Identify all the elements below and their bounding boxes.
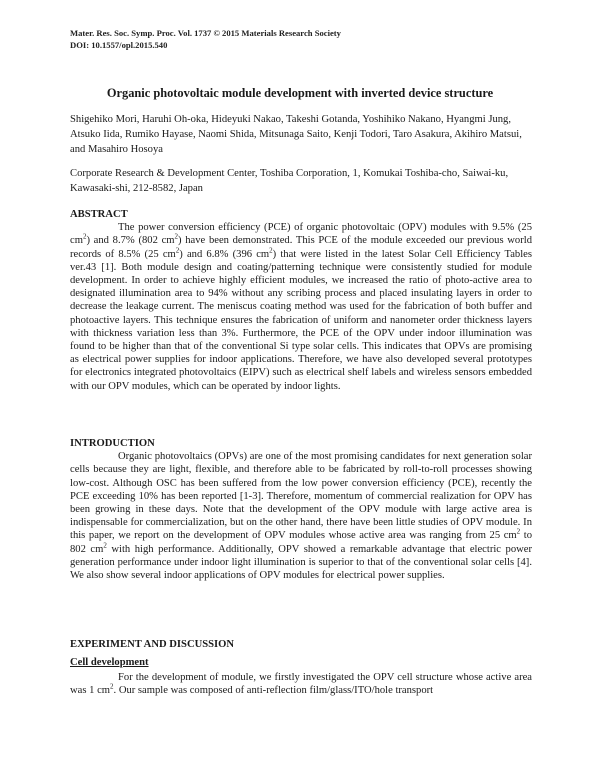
superscript: 2 xyxy=(174,232,179,241)
cell-text-2: . Our sample was composed of anti-reflection film/glass/ITO/hole transport xyxy=(113,685,434,697)
paper-title: Organic photovoltaic module development with inverted device structure xyxy=(106,86,494,100)
introduction-paragraph xyxy=(70,450,532,582)
abstract-text-5: ) that were listed in the latest Solar Cell Efficiency Tables ver.43 [1]. Both module design and coating/patterning technique were consistently studied for module development. In order to achieve highly efficient modules, we increased the ratio of photo-active area to designated illumination area to 94% without any scribing process and placed insulating layers in order to decrease the leakage current. The meniscus coating method was used for the fabrication of both buffer and photoactive layers. This technique ensures the fabrication of uniform and nanometer order thickness layers with thickness variation less than 3%. Furthermore, the PCE of the OPV under indoor illumination was found to be higher than that of the conventional Si type solar cells. This indicates that OPVs are promising as electrical power supplies for indoor applications. Therefore, we have also developed several prototypes for electronics integrated photovoltaics (EIPV) such as electrical shelf labels and wireless sensors embedded with our OPV modules, which can be operated by indoor lights. xyxy=(70,248,532,392)
intro-text-1: Organic photovoltaics (OPVs) are one of the most promising candidates for next generation solar cells because they are light, flexible, and therefore able to be fabricated by roll-to-roll processes showing low-cost. Although OSC has been suffered from the low power conversion efficiency (PCE), recently the PCE exceeding 10% has been reported [1-3]. Therefore, momentum of commercial realization for OPV has been growing in these days. Note that the development of the OPV module with large active area is indispensable for commercialization, but on the other hand, there have been little studies of OPV module. In this paper, we report on the development of OPV modules whose active area was ranging from 25 cm xyxy=(70,451,532,542)
author-list: Shigehiko Mori, Haruhi Oh-oka, Hideyuki Nakao, Takeshi Gotanda, Yoshihiko Nakano, Hyangmi Jung, Atsuko Iida, Rumiko Hayase, Naomi Shida, Mitsunaga Saito, Kenji Todori, Taro Asakura, Akihiro Matsui, and Masahiro Hosoya xyxy=(70,114,522,155)
affiliation: Corporate Research & Development Center, Toshiba Corporation, 1, Komukai Toshiba-cho, Saiwai-ku, Kawasaki-shi, 212-8582, Japan xyxy=(70,168,509,194)
superscript: 2 xyxy=(269,246,273,255)
abstract-text-1: The power conversion efficiency (PCE) of organic photovoltaic (OPV) modules with 9.5% (25 cm xyxy=(70,222,532,247)
abstract-text-2: ) and 8.7% (802 cm xyxy=(86,235,175,247)
superscript: 2 xyxy=(103,541,107,550)
intro-text-3: with high performance. Additionally, OPV showed a remarkable advantage that electric power generation performance under indoor light illumination is superior to that of the conventional solar cells [4]. We also show several indoor applications of OPV modules for electrical power supplies. xyxy=(70,543,532,582)
intro-text-2: to 802 cm xyxy=(70,530,533,555)
cell-development-section xyxy=(70,671,532,697)
cell-development-subheading: Cell development xyxy=(70,657,149,668)
journal-citation: Mater. Res. Soc. Symp. Proc. Vol. 1737 © 2015 Materials Research Society xyxy=(70,28,341,38)
experiment-heading: EXPERIMENT AND DISCUSSION xyxy=(70,639,235,650)
abstract-heading: ABSTRACT xyxy=(70,209,128,220)
superscript: 2 xyxy=(82,232,87,241)
cell-development-paragraph xyxy=(70,671,532,697)
superscript: 2 xyxy=(110,682,114,691)
journal-header xyxy=(70,28,540,51)
introduction-heading: INTRODUCTION xyxy=(70,438,155,449)
cell-text-1: For the development of module, we firstly investigated the OPV cell structure whose active area was 1 cm xyxy=(70,672,532,697)
superscript: 2 xyxy=(175,246,180,255)
superscript: 2 xyxy=(516,527,521,536)
abstract-paragraph xyxy=(70,221,532,393)
doi: DOI: 10.1557/opl.2015.540 xyxy=(70,39,168,50)
introduction-section xyxy=(70,437,532,582)
abstract-section xyxy=(70,208,532,393)
abstract-text-3: ) have been demonstrated. This PCE of the module exceeded our previous world records of 8.5% (25 cm xyxy=(70,235,532,260)
abstract-text-4: ) and 6.8% (396 cm xyxy=(179,248,270,260)
